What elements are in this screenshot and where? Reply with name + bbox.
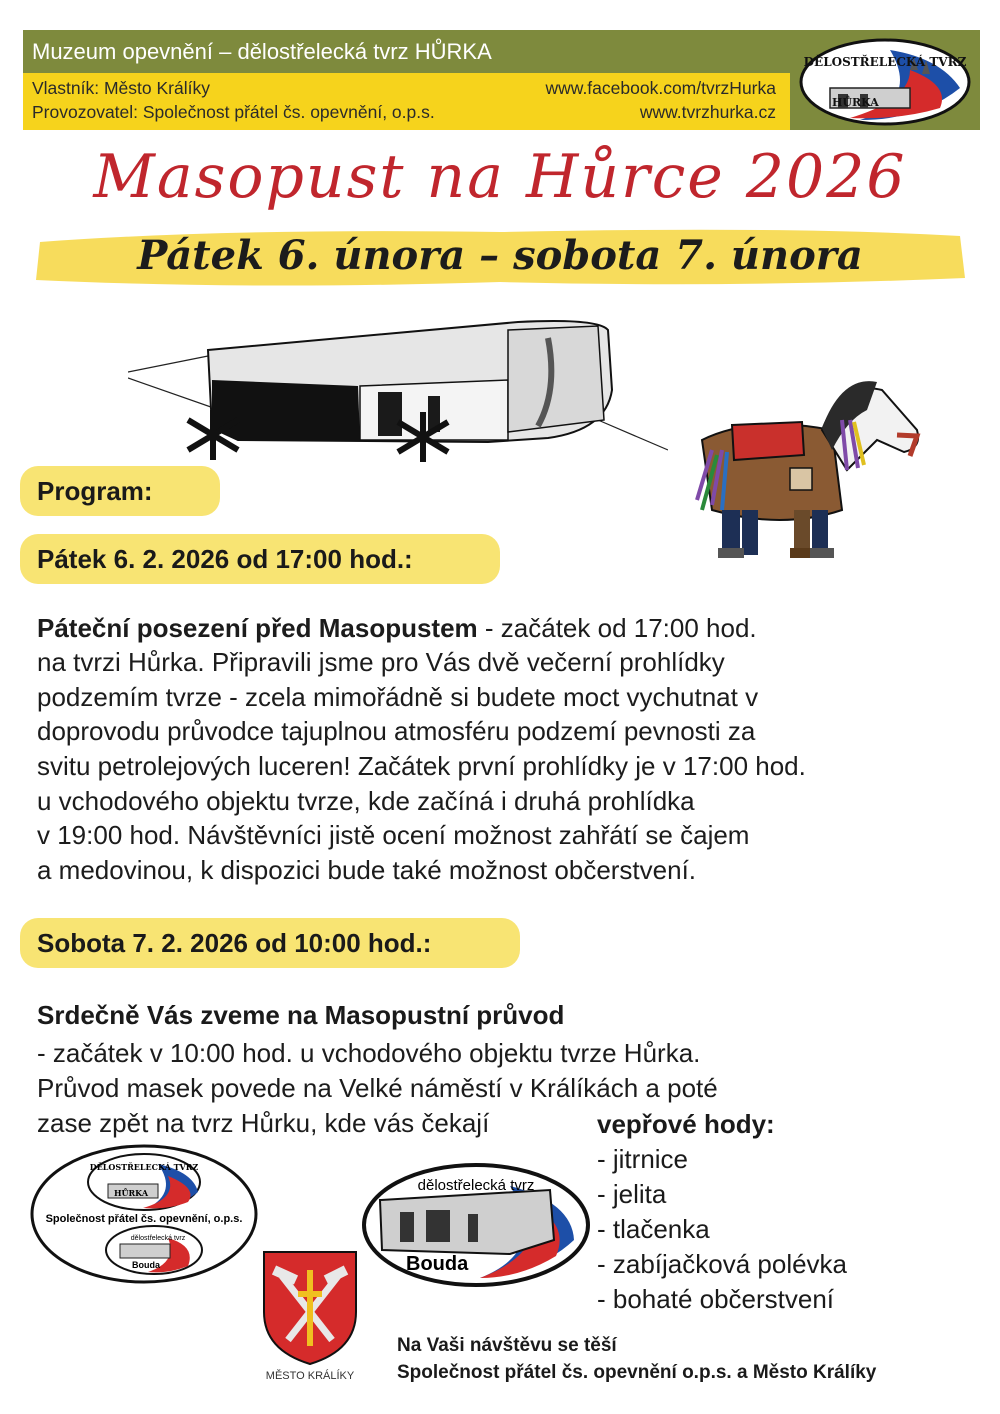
friday-line-2: na tvrzi Hůrka. Připravili jsme pro Vás dvě večerní prohlídky xyxy=(37,647,725,677)
saturday-line-1: - začátek v 10:00 hod. u vchodového objektu tvrze Hůrka. xyxy=(37,1038,701,1068)
friday-heading: Pátek 6. 2. 2026 od 17:00 hod.: xyxy=(37,544,413,574)
closing-note xyxy=(397,1332,876,1386)
spco-small-text: dělostřelecká tvrz xyxy=(130,1235,186,1242)
header-info xyxy=(23,73,790,130)
feast-item: - bohaté občerstvení xyxy=(597,1284,835,1314)
bouda-name-text: Bouda xyxy=(406,1253,469,1275)
hurka-logo xyxy=(790,30,980,130)
feast-list xyxy=(597,1107,847,1317)
feast-item: - jitrnice xyxy=(597,1144,689,1174)
website-link[interactable]: www.tvrzhurka.cz xyxy=(639,102,776,122)
saturday-lead: Srdečně Vás zveme na Masopustní průvod xyxy=(37,1000,565,1030)
spco-bouda-text: Bouda xyxy=(132,1260,160,1270)
saturday-line-3: zase zpět na tvrz Hůrku, kde vás čekají xyxy=(37,1108,490,1138)
spco-org-text: Společnost přátel čs. opevnění, o.p.s. xyxy=(45,1213,243,1225)
operator-text: Provozovatel: Společnost přátel čs. opevnění, o.p.s. xyxy=(32,102,435,122)
spco-top-text: DĚLOSTŘELECKÁ TVRZ xyxy=(89,1162,199,1172)
coat-of-arms-caption: MĚSTO KRÁLÍKY xyxy=(265,1370,355,1382)
program-label: Program: xyxy=(37,476,153,506)
owner-text: Vlastník: Město Králíky xyxy=(32,78,210,98)
masked-horse-illustration xyxy=(672,360,932,570)
friday-lead: Páteční posezení před Masopustem xyxy=(37,613,478,643)
logo-name-text: HŮRKA xyxy=(832,96,879,109)
friday-line-3: podzemím tvrze - zcela mimořádně si budete moct vychutnat v xyxy=(37,682,759,712)
saturday-line-2: Průvod masek povede na Velké náměstí v Králíkách a poté xyxy=(37,1073,718,1103)
subtitle-banner xyxy=(30,222,970,290)
feast-item: - zabíjačková polévka xyxy=(597,1249,848,1279)
facebook-link[interactable]: www.facebook.com/tvrzHurka xyxy=(545,78,776,98)
logo-top-text: DĚLOSTŘELECKÁ TVRZ xyxy=(803,55,967,69)
kraliky-coat-of-arms-icon xyxy=(262,1250,358,1366)
hurka-logo-panel xyxy=(790,30,980,130)
saturday-heading: Sobota 7. 2. 2026 od 10:00 hod.: xyxy=(37,928,432,958)
bouda-top-text: dělostřelecká tvrz xyxy=(417,1177,535,1194)
spco-name-text: HŮRKA xyxy=(114,1188,149,1198)
closing-line-1: Na Vaši návštěvu se těší xyxy=(397,1335,617,1356)
page-title: Masopust na Hůrce 2026 xyxy=(93,142,907,212)
museum-title: Muzeum opevnění – dělostřelecká tvrz HŮRKA xyxy=(23,30,790,73)
fortress-illustration xyxy=(128,300,668,470)
friday-line-7: v 19:00 hod. Návštěvníci jistě ocení možnost zahřátí se čajem xyxy=(37,820,750,850)
friday-line-5: svitu petrolejových luceren! Začátek první prohlídky je v 17:00 hod. xyxy=(37,751,806,781)
feast-item: - jelita xyxy=(597,1179,667,1209)
feast-heading: vepřové hody: xyxy=(597,1109,775,1139)
closing-line-2: Společnost přátel čs. opevnění o.p.s. a Město Králíky xyxy=(397,1362,877,1383)
friday-line-8: a medovinou, k dispozici bude také možnost občerstvení. xyxy=(37,855,697,885)
bouda-logo xyxy=(360,1160,592,1290)
friday-line-6: u vchodového objektu tvrze, kde začíná i druhá prohlídka xyxy=(37,786,695,816)
header-banner xyxy=(23,30,790,130)
friday-line-1 xyxy=(37,611,757,645)
spco-logo xyxy=(28,1142,260,1286)
friday-line-1-rest: - začátek od 17:00 hod. xyxy=(477,613,757,643)
friday-line-4: doprovodu průvodce tajuplnou atmosféru podzemí pevnosti za xyxy=(37,716,756,746)
event-dates: Pátek 6. února – sobota 7. února xyxy=(137,232,863,279)
feast-item: - tlačenka xyxy=(597,1214,710,1244)
